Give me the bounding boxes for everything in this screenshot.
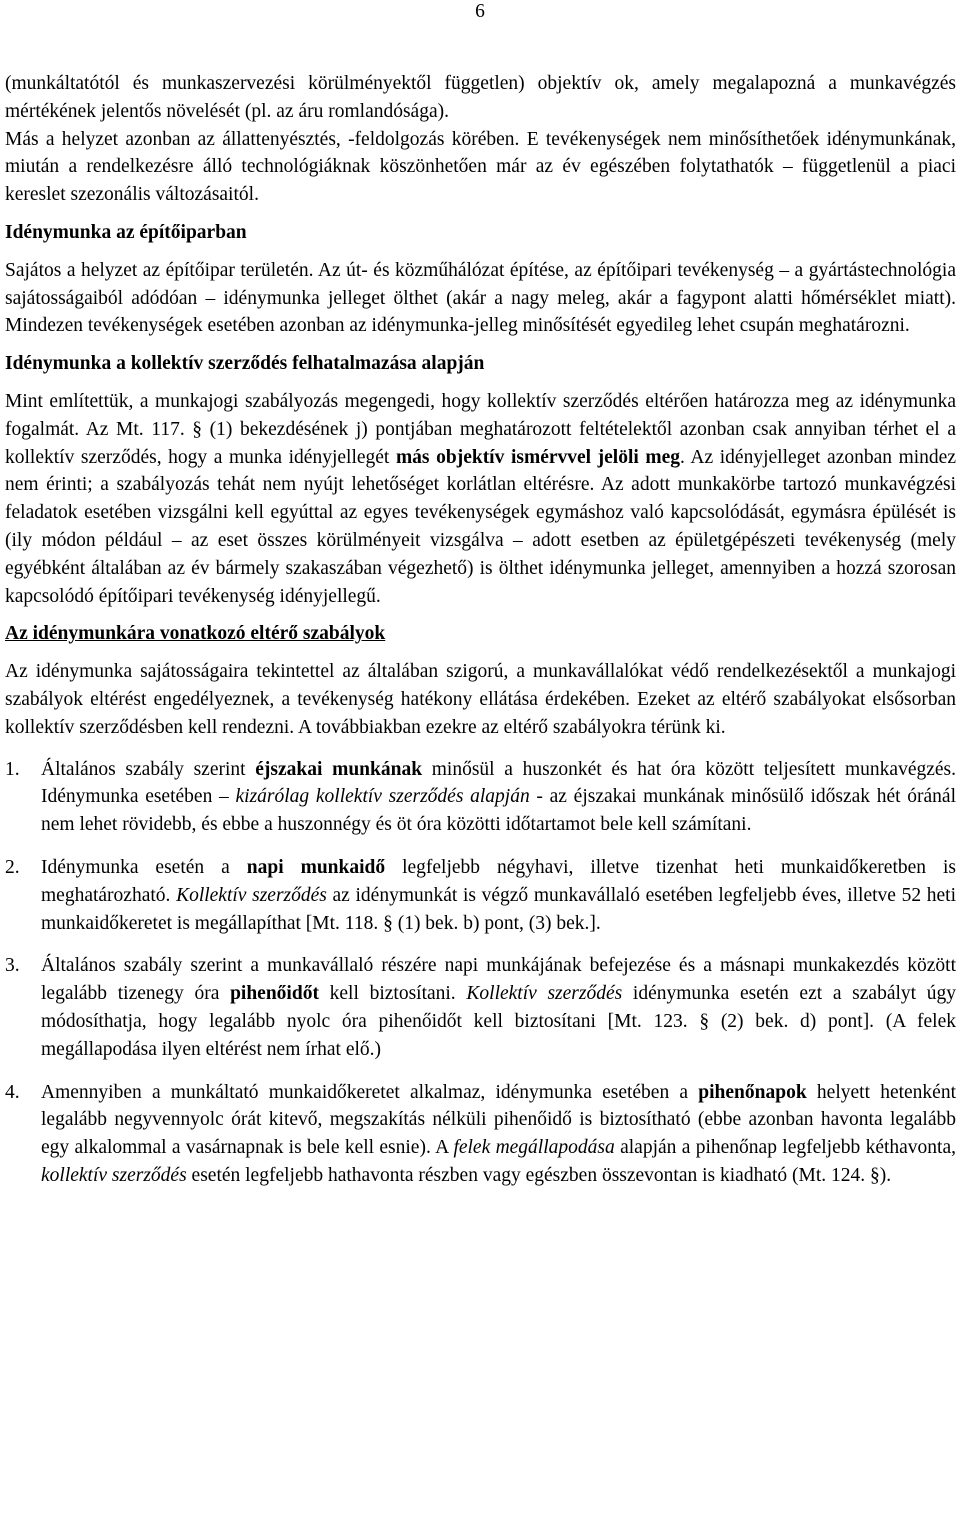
document-body	[5, 70, 956, 1205]
list-item-text: Általános szabály szerint éjszakai munkának minősül a huszonkét és hat óra között teljesített munkavégzés. Idénymunka esetében – kizárólag kollektív szerződés alapján - az éjszakai munkának minősülő időszak hét óránál nem lehet rövidebb, és ebbe a huszonnégy és öt óra közötti időtartamot bele kell számítani.	[41, 758, 956, 836]
rules-list	[5, 756, 956, 1190]
emphasis-objective-criterion: más objektív ismérvvel jelöli meg	[395, 446, 681, 468]
list-item-text: Idénymunka esetén a napi munkaidő legfeljebb négyhavi, illetve tizenhat heti munkaidőkeretben is meghatározható. Kollektív szerződés az idénymunkát is végző munkavállaló esetében legfeljebb éves, illetve 52 heti munkaidőkeretet is megállapíthat [Mt. 118. § (1) bek. b) pont, (3) bek.].	[41, 856, 956, 934]
list-item-text: Amennyiben a munkáltató munkaidőkeretet alkalmaz, idénymunka esetében a pihenőnapok helyett hetenként legalább negyvennyolc órát kitevő, megszakítás nélküli pihenőidő is biztosítható (ebbe azonban havonta legalább egy alkalommal a vasárnapnak is bele kell esnie). A felek megállapodása alapján a pihenőnap legfeljebb kéthavonta, kollektív szerződés esetén legfeljebb hathavonta részben vagy egészben összevontan is kiadható (Mt. 124. §).	[41, 1081, 957, 1186]
paragraph-intro-continuation: (munkáltatótól és munkaszervezési körülményektől független) objektív ok, amely megalapozná a munkavégzés mértékének jelentős növelését (pl. az áru romlandósága).	[5, 73, 956, 122]
list-item	[5, 854, 956, 937]
list-item	[5, 952, 956, 1063]
paragraph-construction: Sajátos a helyzet az építőipar területén. Az út- és közműhálózat építése, az építőipari tevékenység – a gyártástechnológia sajátosságaiból adódóan – idénymunka jelleget ölthet (akár a nagy meleg, akár a fagypont alatti hőmérséklet miatt). Mindezen tevékenységek esetében azonban az idénymunka-jelleg minősítését egyedileg lehet csupán meghatározni.	[5, 259, 956, 337]
paragraph-special-rules: Az idénymunka sajátosságaira tekintettel az általában szigorú, a munkavállalókat védő rendelkezésektől a munkajogi szabályok eltérést engedélyeznek, a tevékenység hatékony ellátása érdekében. Ezeket az eltérő szabályokat elsősorban kollektív szerződésben kell rendezni. A továbbiakban ezekre az eltérő szabályokra térünk ki.	[5, 661, 956, 738]
page-number	[0, 0, 960, 26]
heading-construction: Idénymunka az építőiparban	[5, 221, 247, 243]
list-item	[5, 756, 956, 839]
paragraph-animal-husbandry: Más a helyzet azonban az állattenyésztés, -feldolgozás körében. E tevékenységek nem minősíthetőek idénymunkának, miután a rendelkezésre álló technológiáknak köszönhetően már az év egészében folytathatók – függetlenül a piaci kereslet szezonális változásaitól.	[5, 128, 956, 206]
list-item-number: 4.	[5, 1081, 20, 1103]
list-item-number: 3.	[5, 955, 20, 977]
paragraph-collective-agreement: Mint említettük, a munkajogi szabályozás megengedi, hogy kollektív szerződés eltérően határozza meg az idénymunka fogalmát. Az Mt. 117. § (1) bekezdésének j) pontjában meghatározott feltételektől azonban csak annyiban térhet el a kollektív szerződés, hogy a munka idényjellegét más objektív ismérvvel jelöli meg. Az idényjelleget azonban mindez nem érinti; a szabályozás tehát nem nyújt lehetőséget korlátlan eltérésre. Az adott munkakörbe tartozó munkavégzési feladatok esetében vizsgálni kell egyúttal az egyes tevékenységek egymáshoz való kapcsolódását, egymásra épülését is (ily módon például – az eset összes körülményeit vizsgálva – adott esetben az épületgépészeti tevékenység (mely egyébként általában az év bármely szakaszában végezhető) is ölthet idénymunka jelleget, amennyiben a hozzá szorosan kapcsolódó építőipari tevékenység idényjellegű.	[5, 390, 956, 607]
list-item	[5, 1079, 956, 1190]
page-number-text: 6	[475, 1, 485, 22]
list-item-number: 1.	[5, 758, 20, 780]
heading-collective-agreement: Idénymunka a kollektív szerződés felhatalmazása alapján	[5, 353, 485, 375]
list-item-text: Általános szabály szerint a munkavállaló részére napi munkájának befejezése és a másnapi munkakezdés között legalább tizenegy óra pihenőidőt kell biztosítani. Kollektív szerződés idénymunka esetén ezt a szabályt úgy módosíthatja, hogy legalább nyolc óra pihenőidőt kell biztosítani [Mt. 123. § (2) bek. d) pont]. (A felek megállapodása ilyen eltérést nem írhat elő.)	[41, 955, 957, 1060]
list-item-number: 2.	[5, 856, 20, 878]
heading-special-rules: Az idénymunkára vonatkozó eltérő szabályok	[5, 623, 386, 645]
